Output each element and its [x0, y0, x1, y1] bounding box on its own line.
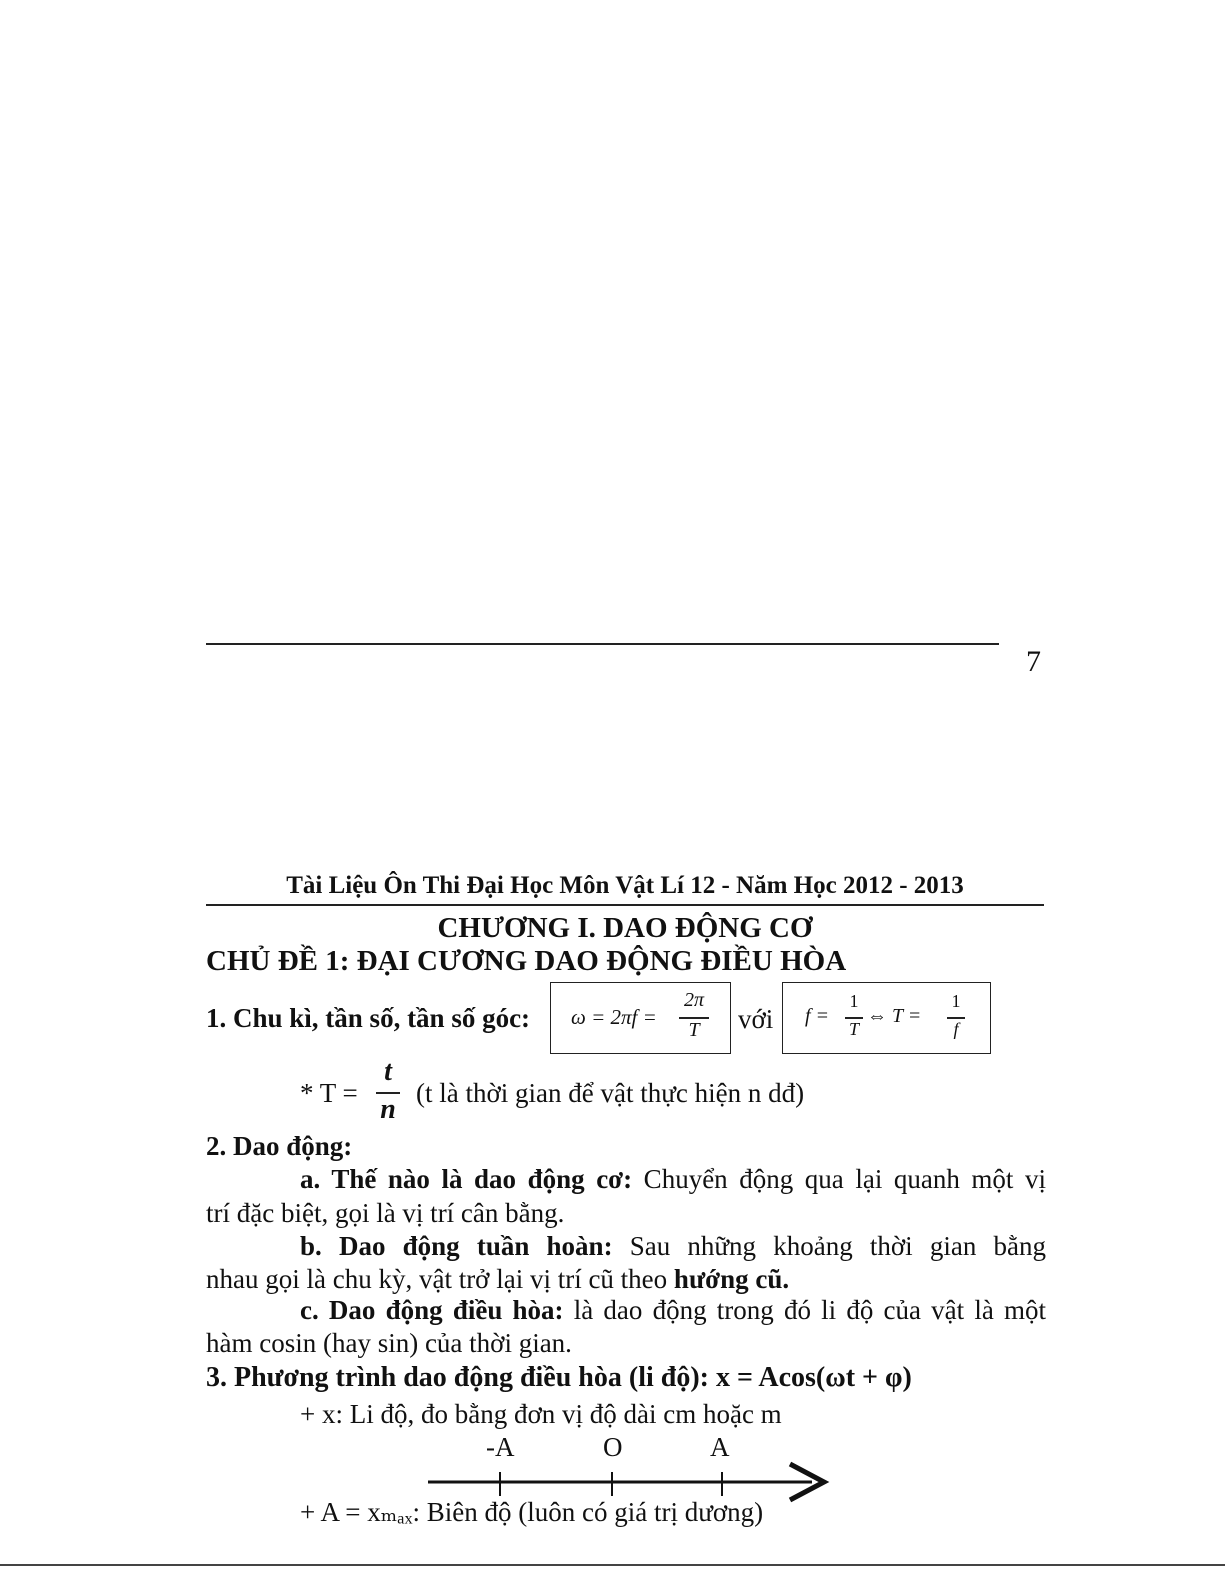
- formula2-denominator1: T: [848, 1019, 859, 1039]
- axis-label-a: A: [710, 1432, 730, 1462]
- formula2-denominator2: f: [953, 1019, 959, 1039]
- formula2-fraction1: [845, 991, 863, 1045]
- axis-label-minus-a: -A: [486, 1432, 515, 1462]
- formula2-numerator2: 1: [951, 991, 961, 1011]
- section2-heading: 2. Dao động:: [206, 1131, 353, 1161]
- section3-heading: 3. Phương trình dao động điều hòa (li độ): x = Acos(ωt + φ): [206, 1362, 912, 1393]
- header-rule: [206, 904, 1044, 906]
- formula2-equivalence: ⇔ T =: [867, 1005, 922, 1027]
- chapter-title: CHƯƠNG I. DAO ĐỘNG CƠ: [437, 912, 813, 944]
- document-header-title: Tài Liệu Ôn Thi Đại Học Môn Vật Lí 12 - Năm Học 2012 - 2013: [286, 872, 964, 899]
- section2-b-line1: [300, 1230, 1046, 1262]
- formula2-numerator1: 1: [849, 991, 859, 1011]
- formula1-numerator: 2π: [683, 989, 705, 1011]
- cut-off-area: [300, 1494, 820, 1527]
- axis-label-o: O: [603, 1432, 623, 1462]
- section1-connector: với: [738, 1004, 774, 1034]
- section2-a-text1: Chuyển động qua lại quanh một vị: [632, 1164, 1046, 1194]
- previous-page-footer-rule: [206, 643, 999, 645]
- period-formula-fraction: [376, 1056, 400, 1126]
- frequency-period-formula-box: [782, 982, 991, 1054]
- section2-c-line2: hàm cosin (hay sin) của thời gian.: [206, 1328, 572, 1358]
- period-note: (t là thời gian để vật thực hiện n dđ): [416, 1078, 805, 1108]
- formula1-lhs: ω = 2πf =: [571, 1005, 657, 1029]
- section2-b-text2: nhau gọi là chu kỳ, vật trở lại vị trí cũ theo: [206, 1264, 674, 1294]
- formula2-fraction2: [947, 991, 965, 1045]
- formula2-f-lhs: f =: [805, 1005, 830, 1027]
- section2-b-bold: hướng cũ.: [673, 1264, 790, 1294]
- topic-title: CHỦ ĐỀ 1: ĐẠI CƯƠNG DAO ĐỘNG ĐIỀU HÒA: [206, 945, 847, 977]
- period-numerator: t: [384, 1056, 392, 1087]
- period-denominator: n: [380, 1094, 396, 1125]
- section2-a-line1: [300, 1163, 1046, 1195]
- section3-x-note: + x: Li độ, đo bằng đơn vị độ dài cm hoặc m: [300, 1399, 782, 1429]
- section2-b-label: b. Dao động tuần hoàn:: [300, 1231, 613, 1261]
- section2-c-label: c. Dao động điều hòa:: [300, 1295, 564, 1325]
- page-bottom-rule: [0, 1564, 1225, 1566]
- formula1-denominator: T: [688, 1019, 700, 1041]
- section2-c-text1: là dao động trong đó li độ của vật là một: [563, 1295, 1047, 1325]
- section3-cut-line: + A = xₘₐₓ: Biên độ (luôn có giá trị dương): [300, 1497, 764, 1527]
- angular-frequency-formula-box: [550, 982, 731, 1054]
- period-formula-prefix: * T =: [300, 1078, 365, 1108]
- section2-a-line2: trí đặc biệt, gọi là vị trí cân bằng.: [206, 1198, 565, 1228]
- previous-page-number: 7: [1026, 645, 1041, 678]
- section2-b-line2: [206, 1263, 789, 1295]
- section2-a-label: a. Thế nào là dao động cơ:: [300, 1164, 633, 1194]
- section1-heading: 1. Chu kì, tần số, tần số góc:: [206, 1003, 531, 1033]
- section2-c-line1: [300, 1294, 1046, 1326]
- formula1-fraction: [679, 989, 709, 1045]
- section2-b-text1: Sau những khoảng thời gian bằng: [612, 1231, 1046, 1261]
